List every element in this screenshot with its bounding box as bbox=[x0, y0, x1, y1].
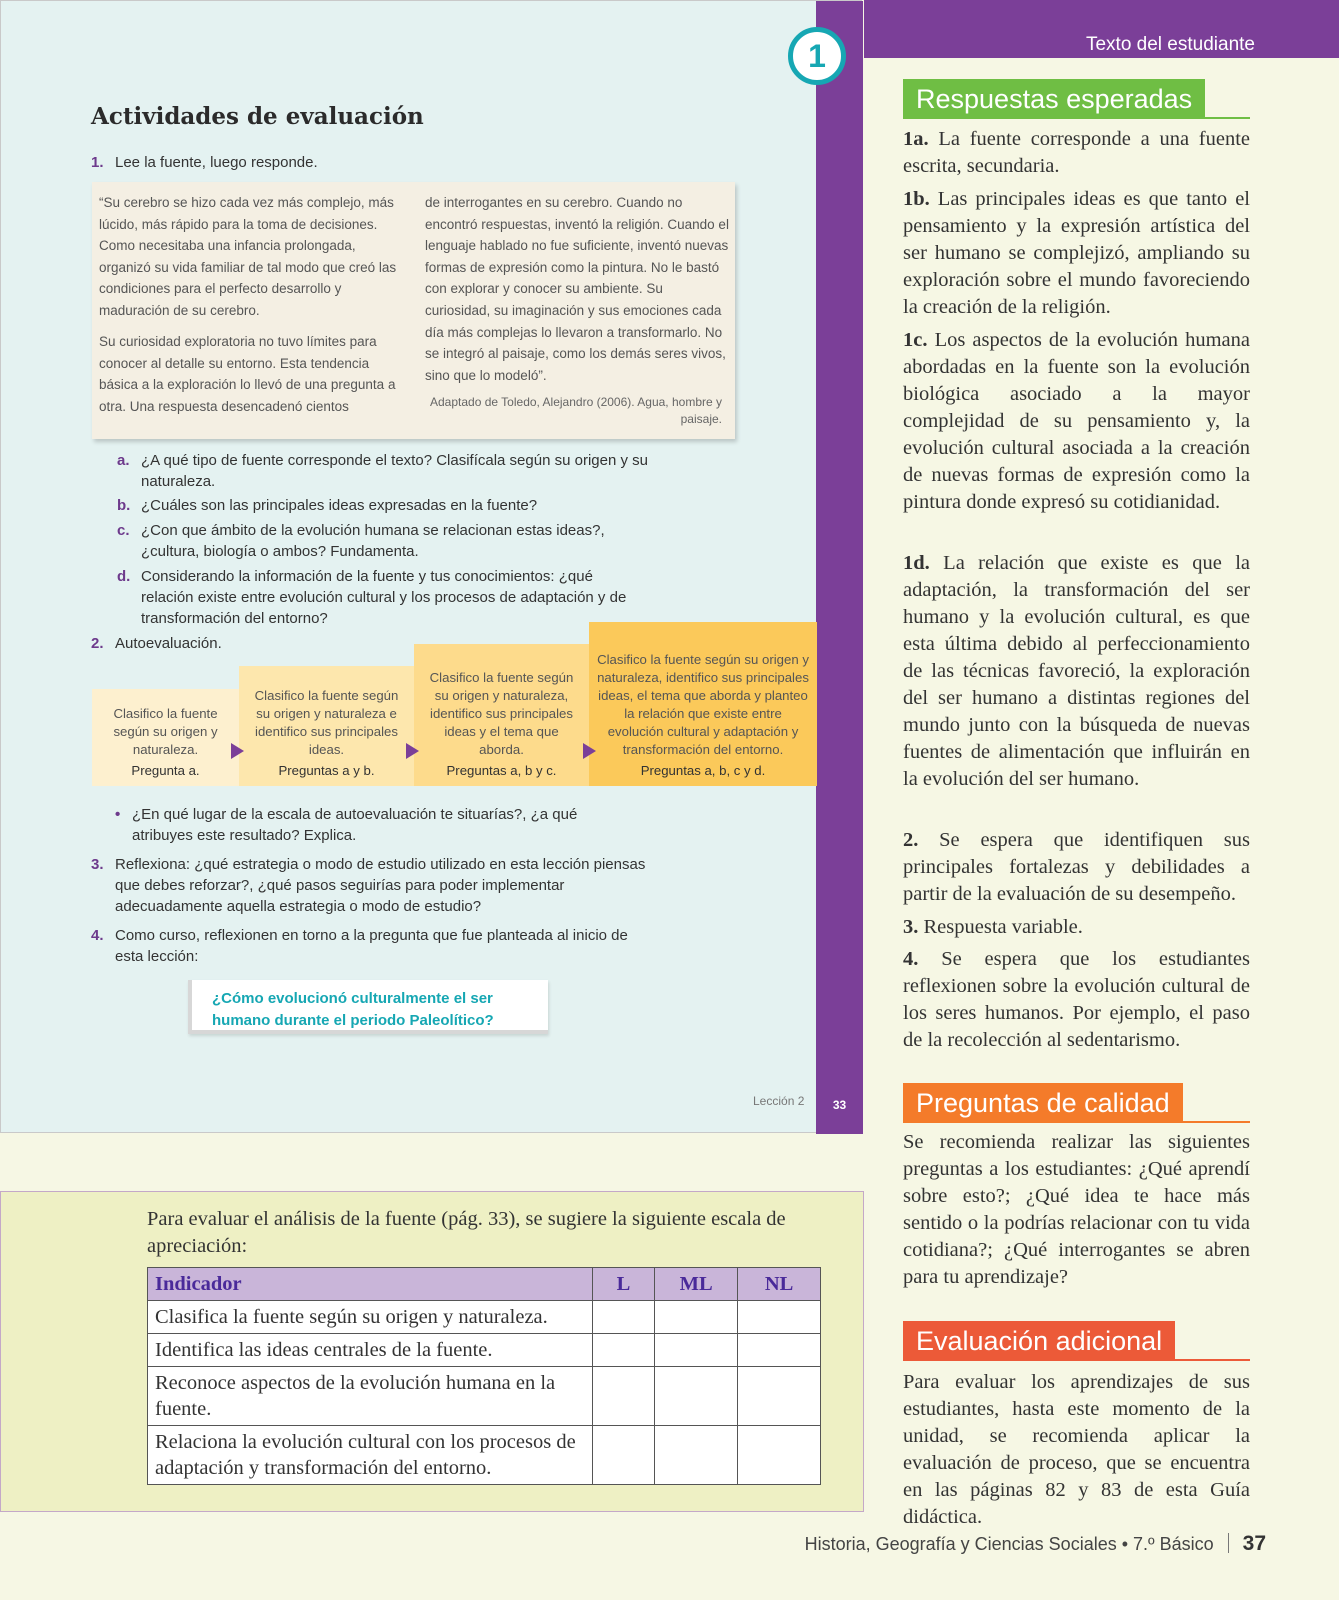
bullet-icon: • bbox=[115, 806, 121, 823]
ml-cell[interactable] bbox=[655, 1367, 738, 1426]
lesson-question-callout: ¿Cómo evolucionó culturalmente el ser humano durante el periodo Paleolítico? bbox=[188, 980, 548, 1034]
answer-text: La relación que existe es que la adaptación, la transformación del ser humano y la evolución cultural, es que esta última debido al perfeccionamiento de las técnicas favoreció, la exploración del ser humano a distintas regiones del mundo junto con la búsqueda de nuevas fuentes de alimentación que influirán en la evolución del ser humano. bbox=[903, 552, 1250, 790]
sub-question-a bbox=[117, 450, 661, 492]
page-footer bbox=[805, 1532, 1266, 1556]
step-text: Clasifico la fuente según su origen y naturaleza. bbox=[113, 706, 218, 757]
self-eval-step-1 bbox=[92, 689, 239, 786]
calidad-text: Se recomienda realizar las siguientes preguntas a los estudiantes: ¿Qué aprendí sobre esto?; ¿Qué idea te hace más sentido o la podrías relacionar con tu vida cotidiana?; ¿Qué interrogantes se abren para tu aprendizaje? bbox=[903, 1131, 1250, 1288]
question-number: 4. bbox=[91, 927, 104, 944]
sub-question-text: ¿Cuáles son las principales ideas expresadas en la fuente? bbox=[141, 497, 538, 514]
sub-question-d bbox=[117, 566, 641, 629]
answer-1a bbox=[903, 126, 1250, 180]
source-col2: de interrogantes en su cerebro. Cuando no encontró respuestas, inventó la religión. Cuando el lenguaje hablado no fue suficiente, inventó nuevas formas de expresión como la pintura. No le bastó con explorar y conocer su ambiente. Su curiosidad, su imaginación y sus emociones cada día más complejas lo llevaron a transformarlo. No se integró al paisaje, como los demás seres vivos, sino que lo modeló”. bbox=[425, 195, 729, 383]
answer-number: 1c. bbox=[903, 329, 928, 351]
answer-number: 1a. bbox=[903, 128, 929, 150]
answer-text: Respuesta variable. bbox=[923, 916, 1083, 938]
answer-text: Los aspectos de la evolución humana abordadas en la fuente son la evolución biológica asociado a la mayor complejidad de su pensamiento y, la evolución cultural asociada a la creación de nuevas formas de expresión como la pintura donde expresó su cotidianidad. bbox=[903, 329, 1251, 513]
step-arrow-icon bbox=[583, 743, 596, 759]
activity-title: Actividades de evaluación bbox=[91, 103, 424, 130]
sub-question-text: ¿A qué tipo de fuente corresponde el texto? Clasifícala según su origen y su naturaleza. bbox=[141, 452, 648, 490]
calidad-underline bbox=[903, 1121, 1250, 1123]
lesson-label: Lección 2 bbox=[753, 1094, 805, 1108]
indicator-cell: Reconoce aspectos de la evolución humana en la fuente. bbox=[148, 1367, 593, 1426]
source-col1-p1: “Su cerebro se hizo cada vez más complejo, más lúcido, más rápido para la toma de decisiones. Como necesitaba una infancia prolongada, organizó su vida familiar de tal modo que creó las condiciones para el perfecto desarrollo y maduración de su cerebro. bbox=[99, 195, 397, 318]
header-nl: NL bbox=[738, 1268, 821, 1301]
band-label: Texto del estudiante bbox=[1085, 34, 1255, 55]
self-eval-step-2 bbox=[239, 666, 414, 786]
footer-page-number: 37 bbox=[1242, 1532, 1266, 1555]
indicator-cell: Relaciona la evolución cultural con los procesos de adaptación y transformación del entorno. bbox=[148, 1426, 593, 1485]
sub-question-b bbox=[117, 495, 661, 516]
sub-question-letter: d. bbox=[117, 568, 131, 585]
adicional-heading: Evaluación adicional bbox=[903, 1321, 1175, 1361]
student-page-image bbox=[0, 0, 862, 1133]
question-text: Reflexiona: ¿qué estrategia o modo de estudio utilizado en esta lección piensas que debes reforzar?, ¿qué pasos seguirías para poder implementar adecuadamente aquella estrategia o modo de estudio? bbox=[115, 856, 646, 915]
step-label: Preguntas a, b, c y d. bbox=[640, 763, 766, 778]
answer-2 bbox=[903, 827, 1250, 908]
calidad-heading: Preguntas de calidad bbox=[903, 1083, 1183, 1123]
nl-cell[interactable] bbox=[738, 1334, 821, 1367]
answer-number: 3. bbox=[903, 916, 919, 938]
sub-question-letter: b. bbox=[117, 497, 131, 514]
step-text: Clasifico la fuente según su origen y naturaleza e identifico sus principales ideas. bbox=[254, 688, 399, 757]
answer-text: Se espera que identifiquen sus principales fortalezas y debilidades a partir de la evaluación de su desempeño. bbox=[903, 829, 1250, 905]
header-indicador: Indicador bbox=[148, 1268, 593, 1301]
question-3 bbox=[91, 854, 651, 917]
rubric-box bbox=[0, 1191, 864, 1512]
answer-text: Las principales ideas es que tanto el pensamiento y la expresión artística del ser humano se complejizó, ampliando su exploración sobre el mundo favoreciendo la creación de la religión. bbox=[903, 188, 1250, 318]
step-label: Preguntas a y b. bbox=[278, 763, 375, 778]
step-label: Pregunta a. bbox=[131, 763, 200, 778]
self-eval-step-4 bbox=[589, 622, 817, 786]
question-text: Lee la fuente, luego responde. bbox=[115, 154, 318, 171]
rubric-row bbox=[148, 1334, 821, 1367]
rubric-table bbox=[147, 1267, 821, 1485]
rubric-row bbox=[148, 1301, 821, 1334]
nl-cell[interactable] bbox=[738, 1426, 821, 1485]
answer-number: 1b. bbox=[903, 188, 930, 210]
l-cell[interactable] bbox=[592, 1301, 655, 1334]
rubric-row bbox=[148, 1367, 821, 1426]
ml-cell[interactable] bbox=[655, 1301, 738, 1334]
unit-badge: 1 bbox=[788, 27, 846, 85]
sub-question-letter: c. bbox=[117, 522, 130, 539]
l-cell[interactable] bbox=[592, 1426, 655, 1485]
question-number: 1. bbox=[91, 154, 104, 171]
step-arrow-icon bbox=[231, 743, 244, 759]
guide-header-band bbox=[864, 0, 1339, 58]
footer-divider bbox=[1228, 1533, 1229, 1553]
l-cell[interactable] bbox=[592, 1334, 655, 1367]
source-quote-box bbox=[92, 182, 735, 439]
nl-cell[interactable] bbox=[738, 1367, 821, 1426]
question-number: 2. bbox=[91, 635, 104, 652]
question-4 bbox=[91, 925, 651, 967]
source-col1-p2: Su curiosidad exploratoria no tuvo límites para conocer al detalle su entorno. Esta tendencia básica a la exploración lo llevó de una pregunta a otra. Una respuesta desencadenó cientos bbox=[99, 334, 396, 414]
sub-question-c bbox=[117, 520, 641, 562]
ml-cell[interactable] bbox=[655, 1426, 738, 1485]
l-cell[interactable] bbox=[592, 1367, 655, 1426]
answer-3 bbox=[903, 914, 1250, 941]
adicional-text: Para evaluar los aprendizajes de sus estudiantes, hasta este momento de la unidad, se recomienda aplicar la evaluación de proceso, que se encuentra en las páginas 82 y 83 de esta Guía didáctica. bbox=[903, 1371, 1250, 1528]
step-text: Clasifico la fuente según su origen y naturaleza, identifico sus principales ideas, el tema que aborda y planteo la relación que existe entre evolución cultural y adaptación y transformación del entorno. bbox=[597, 652, 809, 757]
answer-text: Se espera que los estudiantes reflexionen sobre la evolución cultural de los seres humanos. Por ejemplo, el paso de la recolección al sedentarismo. bbox=[903, 948, 1251, 1051]
nl-cell[interactable] bbox=[738, 1301, 821, 1334]
sub-question-letter: a. bbox=[117, 452, 130, 469]
ml-cell[interactable] bbox=[655, 1334, 738, 1367]
question-1 bbox=[91, 152, 691, 173]
source-citation: Adaptado de Toledo, Alejandro (2006). Agua, hombre y paisaje. bbox=[430, 395, 722, 426]
rubric-row bbox=[148, 1426, 821, 1485]
adicional-underline bbox=[903, 1359, 1250, 1361]
rubric-intro: Para evaluar el análisis de la fuente (pág. 33), se sugiere la siguiente escala de apreciación: bbox=[147, 1208, 786, 1257]
bullet-text: ¿En qué lugar de la escala de autoevaluación te situarías?, ¿a qué atribuyes este resultado? Explica. bbox=[132, 806, 578, 844]
answer-1d bbox=[903, 550, 1250, 793]
page-side-band bbox=[816, 1, 863, 1134]
answer-number: 4. bbox=[903, 948, 919, 970]
step-arrow-icon bbox=[406, 743, 419, 759]
step-label: Preguntas a, b y c. bbox=[446, 763, 557, 778]
header-ml: ML bbox=[655, 1268, 738, 1301]
indicator-cell: Identifica las ideas centrales de la fuente. bbox=[148, 1334, 593, 1367]
question-2 bbox=[91, 633, 391, 654]
reflection-bullet bbox=[117, 804, 617, 846]
answer-4 bbox=[903, 946, 1250, 1054]
answer-number: 2. bbox=[903, 829, 919, 851]
indicator-cell: Clasifica la fuente según su origen y naturaleza. bbox=[148, 1301, 593, 1334]
self-eval-step-3 bbox=[414, 644, 589, 786]
answer-1b bbox=[903, 186, 1250, 321]
sub-question-text: ¿Con que ámbito de la evolución humana se relacionan estas ideas?, ¿cultura, biología o ambos? Fundamenta. bbox=[141, 522, 605, 560]
question-text: Como curso, reflexionen en torno a la pregunta que fue planteada al inicio de esta lección: bbox=[115, 927, 628, 965]
rubric-header-row bbox=[148, 1268, 821, 1301]
step-text: Clasifico la fuente según su origen y naturaleza, identifico sus principales ideas y el tema que aborda. bbox=[429, 670, 574, 757]
respuestas-underline bbox=[903, 117, 1250, 119]
question-number: 3. bbox=[91, 856, 104, 873]
sub-question-text: Considerando la información de la fuente y tus conocimientos: ¿qué relación existe entre evolución cultural y los procesos de adaptación y de transformación del entorno? bbox=[141, 568, 627, 627]
student-page-number: 33 bbox=[832, 1098, 847, 1112]
header-l: L bbox=[592, 1268, 655, 1301]
respuestas-heading: Respuestas esperadas bbox=[903, 79, 1205, 119]
question-text: Autoevaluación. bbox=[115, 635, 222, 652]
answer-number: 1d. bbox=[903, 552, 930, 574]
footer-subject: Historia, Geografía y Ciencias Sociales • 7.º Básico bbox=[804, 1534, 1214, 1554]
answer-1c bbox=[903, 327, 1250, 516]
answer-text: La fuente corresponde a una fuente escrita, secundaria. bbox=[903, 128, 1251, 177]
